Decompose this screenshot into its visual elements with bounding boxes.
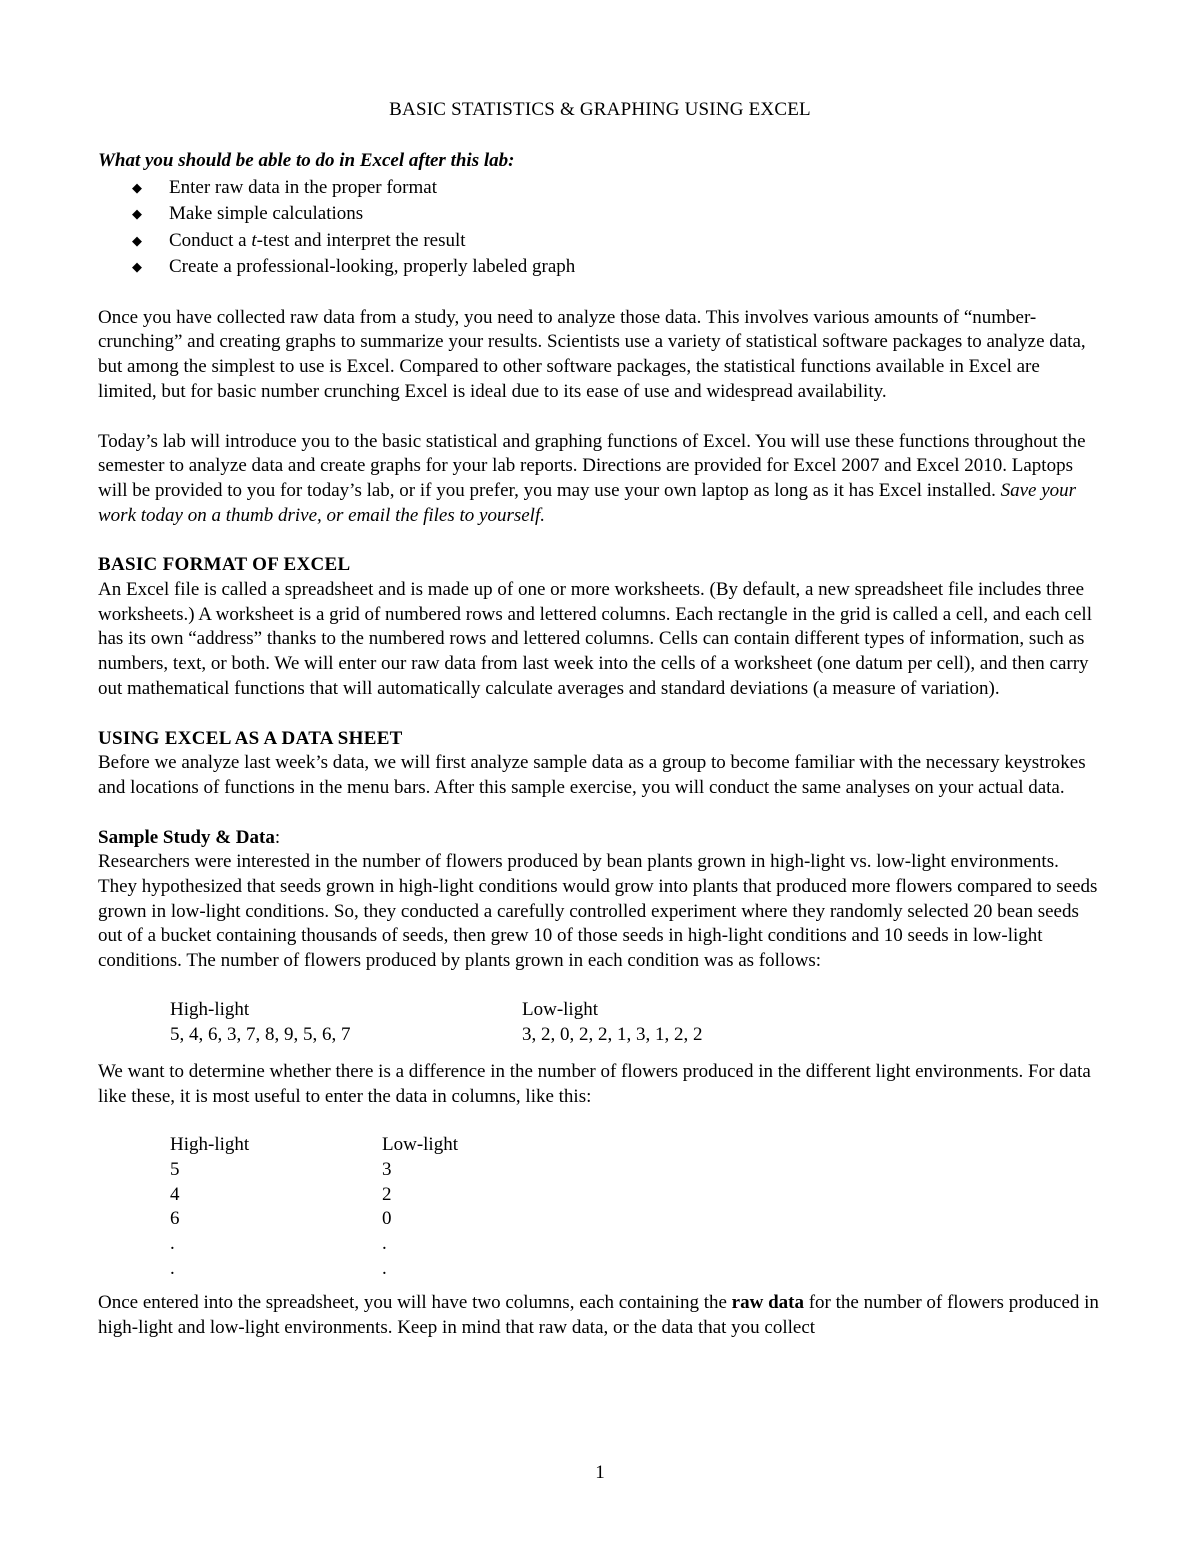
basic-format-paragraph: An Excel file is called a spreadsheet and is made up of one or more worksheets. (By default, a new spreadsheet file includes three worksheets.) A worksheet is a grid of numbered rows and lettered columns. Each rectangle in the grid is called a cell, and each cell has its own “address” thanks to the numbered rows and lettered columns. Cells can contain different types of information, such as numbers, text, or both. We will enter our raw data from last week into the cells of a worksheet (one datum per cell), and then carry out mathematical functions that will automatically calculate averages and standard deviations (a measure of variation). (98, 579, 1092, 699)
final-paragraph-post: for the number of flowers produced in high-light and low-light environments. Keep in mind that raw data, or the data that you collect (98, 1292, 1099, 1338)
high-light-values: 5, 4, 6, 3, 7, 8, 9, 5, 6, 7 (170, 1023, 351, 1045)
column-header: Low-light (382, 1134, 458, 1156)
final-paragraph-bold: raw data (731, 1292, 804, 1314)
today-paragraph-italic: Save your work today on a thumb drive, or email the files to yourself. (98, 479, 1077, 526)
today-paragraph-text: Today’s lab will introduce you to the basic statistical and graphing functions of Excel. You will use these functions throughout the semester to analyze data and create graphs for your lab reports. Directions are provided for Excel 2007 and Excel 2010. Laptops will be provided to you for today’s lab, or if you prefer, you may use your own laptop as long as it has Excel installed. (98, 430, 1086, 501)
column-example-table (98, 1133, 1102, 1283)
column-cell: . (382, 1257, 387, 1279)
objective-text-italic: t (251, 229, 257, 251)
objectives-heading: What you should be able to do in Excel after this lab: (98, 150, 515, 171)
page-number: 1 (595, 1462, 605, 1483)
column-cell: 3 (382, 1158, 392, 1180)
sample-paragraph: Researchers were interested in the number of flowers produced by bean plants grown in high-light vs. low-light environments. They hypothesized that seeds grown in high-light conditions would grow into plants that produced more flowers compared to seeds grown in low-light conditions. So, they conducted a carefully controlled experiment where they randomly selected 20 bean seeds out of a bucket containing thousands of seeds, then grew 10 of those seeds in high-light conditions and 10 seeds in low-light conditions. The number of flowers produced by plants grown in each condition was as follows: (98, 851, 1098, 972)
column-cell: . (382, 1233, 387, 1255)
objective-text: Create a professional-looking, properly labeled graph (169, 256, 576, 278)
column-cell: 6 (170, 1208, 180, 1230)
final-paragraph-pre: Once entered into the spreadsheet, you will have two columns, each containing the (98, 1292, 732, 1314)
final-paragraph (98, 1291, 1102, 1340)
objective-text: Enter raw data in the proper format (169, 176, 437, 198)
low-light-values: 3, 2, 0, 2, 2, 1, 3, 1, 2, 2 (522, 1023, 703, 1045)
column-cell: 0 (382, 1208, 392, 1230)
diamond-bullet-icon: ◆ (132, 179, 142, 195)
low-light-data (522, 998, 703, 1047)
high-light-column (170, 1133, 249, 1281)
sample-heading-colon: : (274, 826, 281, 848)
today-paragraph (98, 430, 1102, 529)
column-header: High-light (170, 1134, 250, 1156)
document-page (98, 98, 1102, 1341)
column-cell: 2 (382, 1183, 392, 1205)
data-sheet-heading: USING EXCEL AS A DATA SHEET (98, 727, 403, 749)
low-light-label: Low-light (522, 998, 598, 1020)
objective-item (132, 255, 1102, 282)
intro-paragraph: Once you have collected raw data from a study, you need to analyze those data. This involves various amounts of “number-crunching” and creating graphs to summarize your results. Scientists use a variety of statistical software packages to analyze data, but among the simplest to use is Excel. Compared to other software packages, the statistical functions available in Excel are limited, but for basic number crunching Excel is ideal due to its ease of use and widespread availability. (98, 306, 1086, 402)
sample-heading-line (98, 826, 1102, 851)
diamond-bullet-icon: ◆ (132, 206, 142, 222)
data-sheet-paragraph: Before we analyze last week’s data, we will first analyze sample data as a group to become familiar with the necessary keystrokes and locations of functions in the menu bars. After this sample exercise, you will conduct the same analyses on your actual data. (98, 752, 1086, 798)
document-title: BASIC STATISTICS & GRAPHING USING EXCEL (389, 99, 811, 120)
high-light-label: High-light (170, 998, 250, 1020)
sample-heading: Sample Study & Data (98, 826, 275, 848)
sample-data-block (98, 998, 1102, 1048)
objective-text: Make simple calculations (169, 203, 364, 225)
column-cell: . (170, 1257, 175, 1279)
low-light-column (382, 1133, 458, 1281)
basic-format-heading: BASIC FORMAT OF EXCEL (98, 554, 351, 576)
objective-item (132, 176, 1102, 203)
column-cell: . (170, 1233, 175, 1255)
columns-paragraph: We want to determine whether there is a difference in the number of flowers produced in the different light environments. For data like these, it is most useful to enter the data in columns, like this: (98, 1060, 1091, 1107)
diamond-bullet-icon: ◆ (132, 259, 142, 275)
diamond-bullet-icon: ◆ (132, 232, 142, 248)
objective-item (132, 229, 1102, 256)
column-cell: 5 (170, 1158, 180, 1180)
objective-item (132, 202, 1102, 229)
objective-text-post: -test and interpret the result (256, 229, 466, 251)
objectives-list (98, 176, 1102, 282)
high-light-data (170, 998, 351, 1047)
objective-text-pre: Conduct a (169, 229, 252, 251)
column-cell: 4 (170, 1183, 180, 1205)
